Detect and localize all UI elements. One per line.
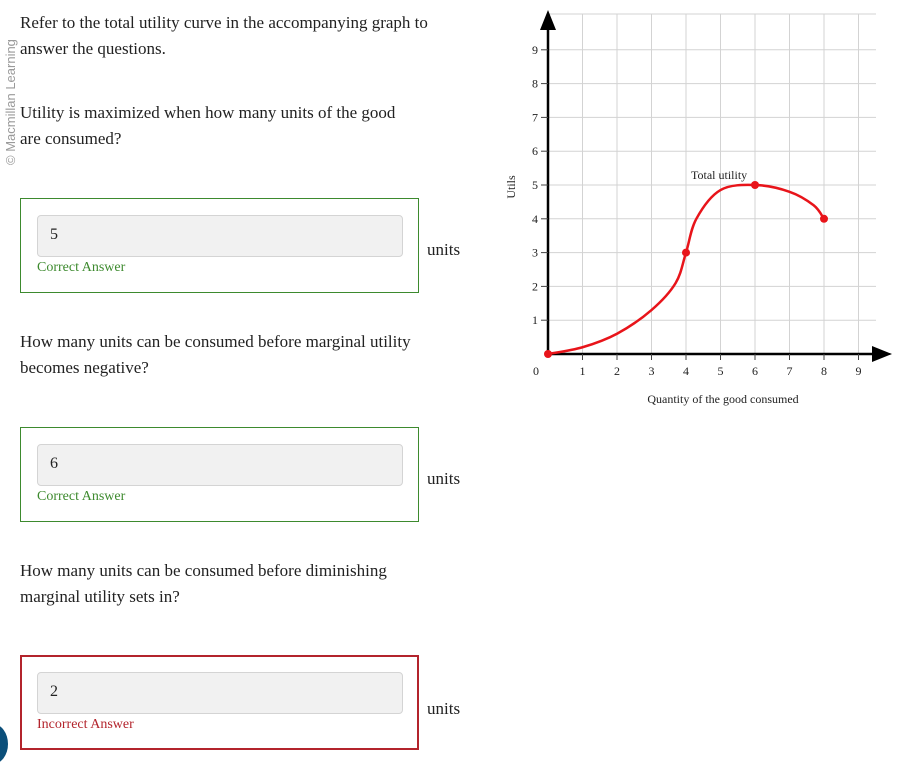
question-1-answer-box [20,198,419,293]
question-2-text [20,329,411,381]
y-tick-label: 1 [532,313,538,328]
y-tick-label: 4 [532,211,538,226]
data-point [544,350,552,358]
x-tick-label: 2 [614,364,620,378]
question-3-feedback: Incorrect Answer [37,717,134,732]
question-1-feedback: Correct Answer [37,260,126,275]
question-3-answer-box [20,655,419,750]
series-label-total-utility: Total utility [691,168,748,182]
x-tick-label: 4 [683,364,689,378]
data-point [751,181,759,189]
question-1-unit-label: units [427,240,461,259]
question-1-line-1: Utility is maximized when how many units of the good [20,103,396,122]
origin-label: 0 [533,364,539,378]
y-tick-label: 9 [532,42,538,57]
x-tick-label: 6 [752,364,758,378]
question-2-line-2: becomes negative? [20,358,149,377]
x-axis-arrow-icon [872,346,892,362]
x-tick-label: 8 [821,364,827,378]
question-2-answer-box [20,427,419,522]
x-tick-label: 3 [648,364,655,378]
chart-ticks [532,43,862,378]
help-badge-icon[interactable] [0,724,8,764]
x-axis-title: Quantity of the good consumed [647,392,799,406]
chart-grid [548,14,876,354]
x-tick-label: 9 [855,364,862,378]
x-tick-label: 7 [786,364,793,378]
question-1-answer-input[interactable]: 5 [37,215,403,257]
question-1-text [20,100,395,152]
intro-line-1: Refer to the total utility curve in the accompanying graph to [20,13,428,32]
data-point [682,249,690,257]
x-tick-label: 5 [717,364,724,378]
data-point [820,215,828,223]
y-axis-title: Utils [504,175,518,199]
y-tick-label: 2 [532,279,538,294]
question-2-line-1: How many units can be consumed before marginal utility [20,332,411,351]
total-utility-chart [490,0,911,420]
chart-axes [540,10,892,362]
question-2-feedback: Correct Answer [37,489,126,504]
y-tick-label: 5 [532,178,538,192]
question-2-answer-input[interactable]: 6 [37,444,403,486]
y-tick-label: 8 [532,76,538,91]
question-1-line-2: are consumed? [20,129,122,148]
copyright-watermark: © Macmillan Learning [3,39,18,165]
y-tick-label: 3 [532,245,538,260]
question-3-line-1: How many units can be consumed before diminishing [20,561,387,580]
question-2-unit-label: units [427,469,461,488]
intro-line-2: answer the questions. [20,39,166,58]
question-3-line-2: marginal utility sets in? [20,587,180,606]
intro-text [20,10,428,62]
x-tick-label: 1 [579,364,586,378]
y-tick-label: 7 [532,110,538,125]
y-tick-label: 6 [532,144,538,159]
question-3-text [20,558,387,610]
y-axis-arrow-icon [540,10,556,30]
question-3-unit-label: units [427,699,461,718]
question-3-answer-input[interactable]: 2 [37,672,403,714]
